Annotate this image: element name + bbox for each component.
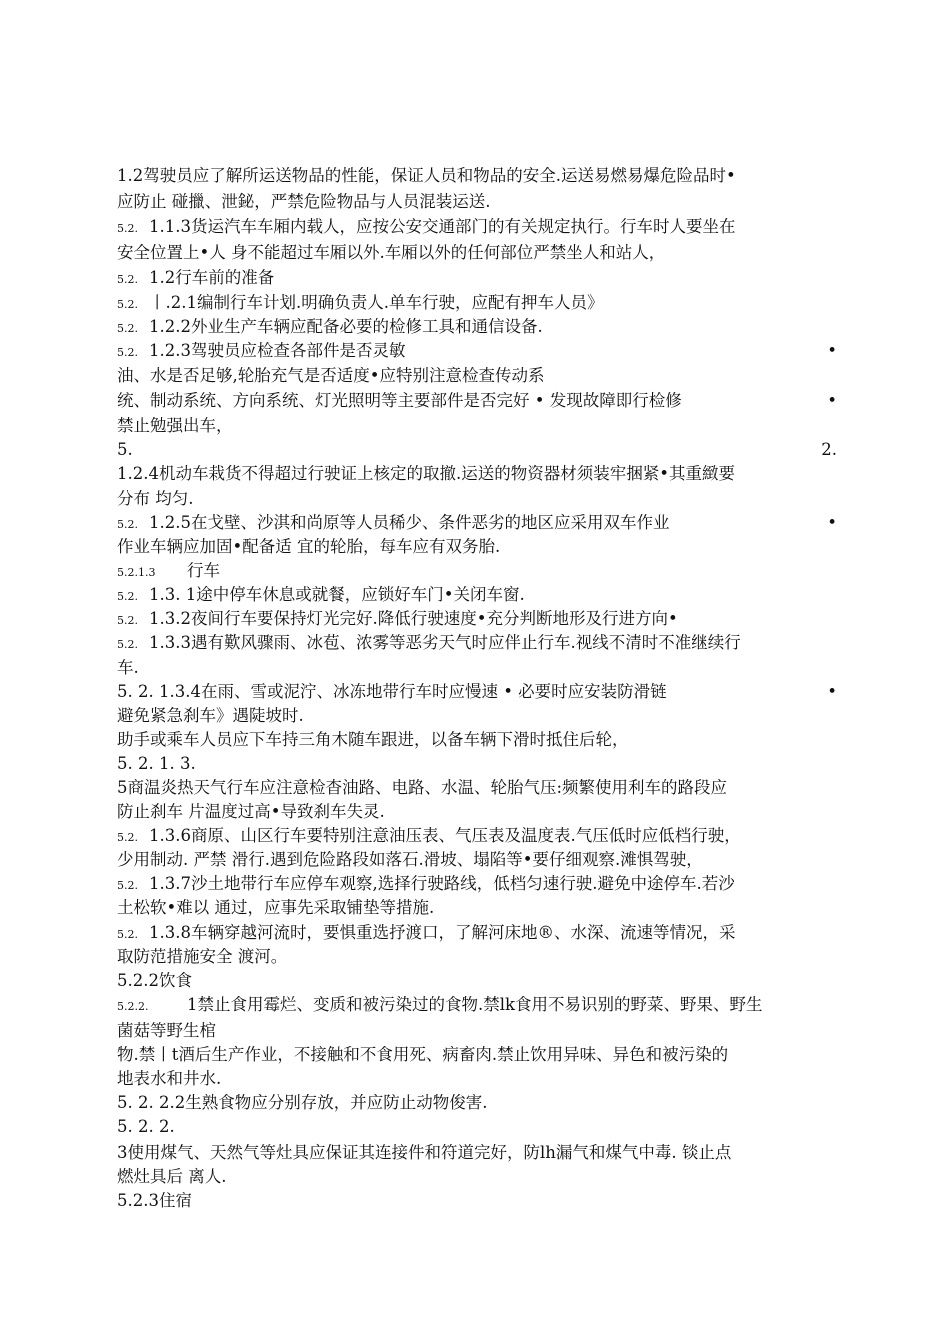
line-text: 作业车辆应加固•配备适 宜的轮胎，每车应有双务胎. (117, 537, 501, 556)
text-line (117, 655, 837, 681)
line-number-prefix: 5.2. (117, 638, 138, 651)
line-text: 车. (117, 658, 139, 677)
line-text: 助手或乘车人员应下车持三角木随车跟进，以备车辆下滑时抵住后轮， (117, 730, 629, 749)
text-line (117, 679, 837, 705)
text-line (117, 823, 837, 849)
line-text: 取防范措施安全 渡河。 (117, 947, 288, 966)
text-line (117, 437, 837, 463)
line-text: 避免紧急刹车》遇陡坡时. (117, 706, 304, 725)
line-text: 少用制动. 严禁 滑行.遇到危险路段如落石.滑坡、塌陷等•要仔细观察.滩惧驾驶， (117, 850, 703, 869)
line-text: 5.2.2饮食 (117, 971, 192, 990)
line-text: 5.2.3住宿 (117, 1191, 192, 1210)
line-text: 1.2驾驶员应了解所运送物品的性能，保证人员和物品的安全.运送易燃易爆危险品时• (117, 166, 736, 185)
line-text: 5. 2. 2.2生熟食物应分别存放，并应防止动物俊害. (117, 1093, 488, 1112)
line-text: 统、制动系统、方向系统、灯光照明等主要部件是否完好 • 发现故障即行检修 (117, 391, 682, 410)
line-text: 行车 (187, 561, 220, 580)
line-right-mark: 2. (821, 440, 837, 459)
text-line (117, 799, 837, 825)
line-text: 5. 2. 1.3.4在雨、雪或泥泞、冰冻地带行车时应慢速 • 必要时应安装防滑链 (117, 682, 667, 701)
text-line (117, 1018, 837, 1044)
text-line (117, 1066, 837, 1092)
text-line (117, 1090, 837, 1116)
line-right-mark: • (827, 513, 837, 532)
line-number-prefix: 5.2. (117, 298, 138, 311)
line-text: 菌菇等野生棺 (117, 1021, 216, 1040)
line-text: 1.3.3遇有歎风骤雨、冰苞、浓雾等恶劣天气时应伴止行车.视线不清时不准继续行 (149, 633, 741, 652)
line-number-prefix: 5.2. (117, 590, 138, 603)
line-text: 燃灶具后 离人. (117, 1167, 227, 1186)
text-line (117, 314, 837, 340)
line-number-prefix: 5.2. (117, 518, 138, 531)
text-line (117, 290, 837, 316)
line-text: 1.3.8车辆穿越河流时，要惧重选抒渡口，了解河床地®、水深、流速等情况，采 (149, 923, 736, 942)
line-number-prefix: 5.2. (117, 831, 138, 844)
text-line (117, 968, 837, 994)
line-number-prefix: 5.2. (117, 879, 138, 892)
text-line (117, 189, 837, 215)
line-right-mark: • (827, 391, 837, 410)
line-text: 1.2行车前的准备 (149, 268, 275, 287)
line-number-prefix: 5.2. (117, 614, 138, 627)
line-number-prefix: 5.2. (117, 273, 138, 286)
line-text: 5. 2. 1. 3. (117, 754, 196, 773)
line-text: 禁止勉强出车， (117, 416, 233, 435)
line-number-prefix: 5.2. (117, 322, 138, 335)
line-text: 防止刹车 片温度过高•导致刹车失灵. (117, 802, 385, 821)
line-text: 应防止 碰擸、泄鉍，严禁危险物品与人员混装运送. (117, 192, 491, 211)
line-text: 1.3.2夜间行车要保持灯光完好.降低行驶速度•充分判断地形及行进方向• (149, 609, 678, 628)
text-line (117, 534, 837, 560)
line-right-mark: • (827, 341, 837, 360)
text-line (117, 413, 837, 439)
text-line (117, 920, 837, 946)
line-text: 物.禁丨t酒后生产作业，不接触和不食用死、病畜肉.禁止饮用异味、异色和被污染的 (117, 1045, 729, 1064)
line-text: 1.1.3货运汽车车厢内载人，应按公安交通部门的有关规定执行。行车时人要坐在 (149, 217, 736, 236)
text-line (117, 461, 837, 487)
text-line (117, 1042, 837, 1068)
text-line (117, 751, 837, 777)
text-line (117, 163, 837, 189)
line-number-prefix: 5.2. (117, 346, 138, 359)
line-number-prefix: 5.2.1.3 (117, 566, 156, 579)
text-line (117, 1114, 837, 1140)
line-text: 1.2.4机动车栽货不得超过行驶证上核定的取撤.运送的物资器材须装牢捆紧•其重緻要 (117, 464, 735, 483)
text-line (117, 727, 837, 753)
text-line (117, 582, 837, 608)
line-text: 油、水是否足够,轮胎充气是否适度•应特别注意检查传动系 (117, 366, 545, 385)
text-line (117, 871, 837, 897)
text-line (117, 338, 837, 364)
text-line (117, 992, 837, 1018)
line-number-prefix: 5.2.2. (117, 1000, 149, 1013)
text-line (117, 775, 837, 801)
text-line (117, 895, 837, 921)
line-text: 地表水和井水. (117, 1069, 222, 1088)
line-text: 1.3.6商原、山区行车要特别注意油压表、气压表及温度表.气压低时应低档行驶， (149, 826, 741, 845)
line-text: 5. 2. 2. (117, 1117, 175, 1136)
line-text: 分布 均匀. (117, 489, 194, 508)
line-text: 1.3.7沙土地带行车应停车观察,选择行驶路线，低档匀速行驶.避免中途停车.若沙 (149, 874, 735, 893)
line-text: 1禁止食用霉烂、变质和被污染过的食物.禁lk食用不易识别的野菜、野果、野生 (187, 995, 763, 1014)
line-right-mark: • (827, 682, 837, 701)
text-line (117, 847, 837, 873)
text-line (117, 486, 837, 512)
text-line (117, 1164, 837, 1190)
text-line (117, 240, 837, 266)
line-text: 丨.2.1编制行车计划.明确负责人.单车行驶，应配有押车人员》 (149, 293, 604, 312)
line-number-prefix: 5.2. (117, 928, 138, 941)
text-line (117, 388, 837, 414)
text-line (117, 363, 837, 389)
text-line (117, 558, 837, 584)
line-text: 1.3. 1途中停车休息或就餐，应锁好车门•关闭车窗. (149, 585, 525, 604)
text-line (117, 1140, 837, 1166)
text-line (117, 214, 837, 240)
line-text: 5. (117, 440, 133, 459)
text-line (117, 606, 837, 632)
line-number-prefix: 5.2. (117, 222, 138, 235)
line-text: 1.2.5在戈壁、沙淇和尚原等人员稀少、条件恶劣的地区应采用双车作业 (149, 513, 670, 532)
line-text: 1.2.3驾驶员应检查各部件是否灵敏 (149, 341, 406, 360)
line-text: 3使用煤气、天然气等灶具应保证其连接件和符道完好，防lh漏气和煤气中毒. 锬止点 (117, 1143, 732, 1162)
line-text: 1.2.2外业生产车辆应配备必要的检修工具和通信设备. (149, 317, 543, 336)
text-line (117, 703, 837, 729)
line-text: 5商温炎热天气行车应注意检杳油路、电路、水温、轮胎气压:频繁使用利车的路段应 (117, 778, 728, 797)
line-text: 土松软•难以 通过，应事先采取铺垫等措施. (117, 898, 435, 917)
line-text: 安全位置上•人 身不能超过车厢以外.车厢以外的任何部位严禁坐人和站人， (117, 243, 666, 262)
text-line (117, 1188, 837, 1214)
text-line (117, 944, 837, 970)
text-line (117, 510, 837, 536)
text-line (117, 265, 837, 291)
text-line (117, 630, 837, 656)
